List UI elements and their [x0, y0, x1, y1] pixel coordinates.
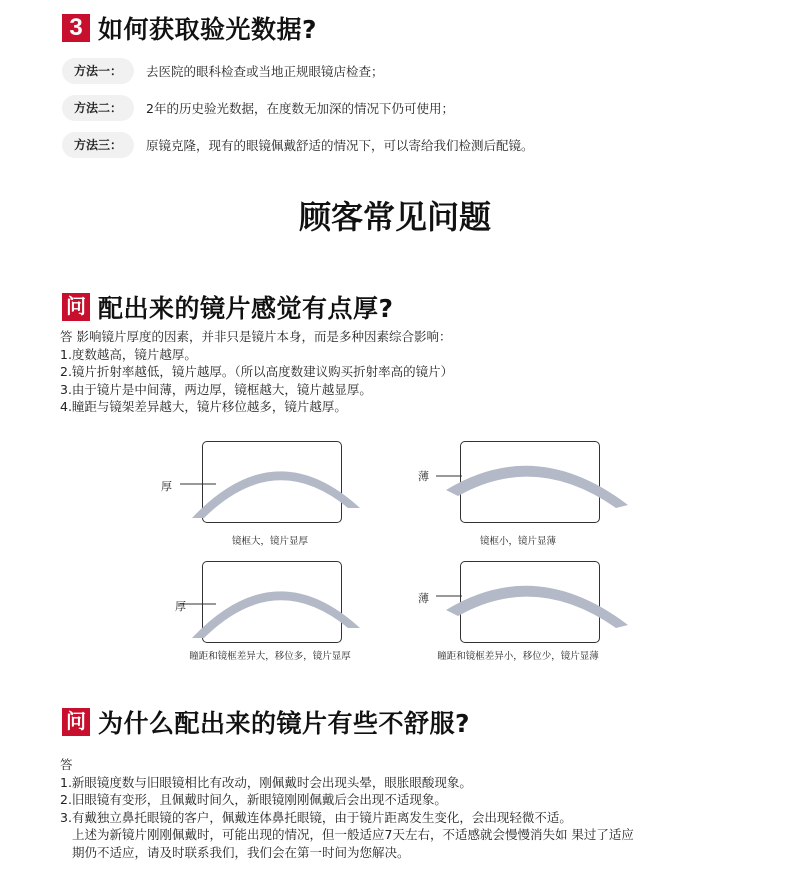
q1-answer-line: 3.由于镜片是中间薄，两边厚，镜框越大，镜片越显厚。: [60, 381, 372, 397]
diagram-2-label: 薄: [418, 470, 429, 483]
method-1-label: 方法一：: [62, 58, 134, 84]
q2-answer-line: 2.旧眼镜有变形，且佩戴时间久，新眼镜刚刚佩戴后会出现不适现象。: [60, 792, 447, 807]
section-number-badge: 3: [62, 14, 90, 42]
question-badge: 问: [62, 708, 90, 736]
q2-answer: [60, 756, 634, 861]
diagram-3-caption: 瞳距和镜框差异大，移位多，镜片显厚: [189, 651, 351, 662]
q1-answer-line: 2.镜片折射率越低，镜片越厚。（所以高度数建议购买折射率高的镜片）: [60, 364, 454, 379]
section-3-title: 如何获取验光数据?: [98, 15, 318, 44]
q2-answer-line: 3.有戴独立鼻托眼镜的客户，佩戴连体鼻托眼镜，由于镜片距离发生变化，会出现轻微不适。: [60, 809, 572, 825]
q1-answer-line: 1.度数越高，镜片越厚。: [60, 346, 197, 362]
q2-answer-line: 上述为新镜片刚刚佩戴时，可能出现的情况，但一般适应7天左右，不适感就会慢慢消失如 果过了适应: [72, 827, 634, 842]
diagram-2-caption: 镜框小，镜片显薄: [479, 536, 556, 547]
diagram-3-label: 厚: [175, 600, 186, 613]
faq-title: 顾客常见问题: [298, 198, 491, 236]
q1-answer: [60, 328, 453, 416]
q1-answer-line: 4.瞳距与镜架差异越大，镜片移位越多，镜片越厚。: [60, 399, 347, 414]
q2-heading: [62, 704, 470, 740]
lens-arc-offset-thick: [180, 560, 370, 640]
lens-arc-offset-thin: [436, 560, 636, 640]
lens-arc-thin: [436, 440, 636, 520]
method-2-label: 方法二：: [62, 95, 134, 121]
diagram-4-label: 薄: [418, 592, 429, 605]
method-row-3: [62, 132, 534, 158]
method-3-label: 方法三：: [62, 132, 134, 158]
q1-heading: [62, 289, 394, 325]
q2-title: 为什么配出来的镜片有些不舒服?: [98, 709, 471, 738]
method-2-text: 2年的历史验光数据，在度数无加深的情况下仍可使用；: [146, 101, 454, 116]
method-row-1: [62, 58, 384, 84]
q1-answer-line: 答 影响镜片厚度的因素，并非只是镜片本身，而是多种因素综合影响：: [60, 329, 452, 344]
section-3-heading: [62, 10, 317, 46]
diagram-1-label: 厚: [161, 480, 172, 493]
question-badge: 问: [62, 293, 90, 321]
lens-arc-thick: [180, 440, 370, 520]
q2-answer-line: 期仍不适应，请及时联系我们，我们会在第一时间为您解决。: [72, 844, 410, 860]
method-3-text: 原镜克隆，现有的眼镜佩戴舒适的情况下，可以寄给我们检测后配镜。: [146, 138, 534, 153]
method-row-2: [62, 95, 454, 121]
diagram-4-caption: 瞳距和镜框差异小，移位少，镜片显薄: [437, 651, 599, 662]
diagram-1-caption: 镜框大，镜片显厚: [231, 536, 308, 547]
method-1-text: 去医院的眼科检查或当地正规眼镜店检查；: [146, 64, 384, 79]
q2-answer-line: 1.新眼镜度数与旧眼镜相比有改动，刚佩戴时会出现头晕，眼胀眼酸现象。: [60, 774, 472, 790]
q1-title: 配出来的镜片感觉有点厚?: [98, 294, 394, 323]
q2-answer-line: 答: [60, 757, 73, 772]
